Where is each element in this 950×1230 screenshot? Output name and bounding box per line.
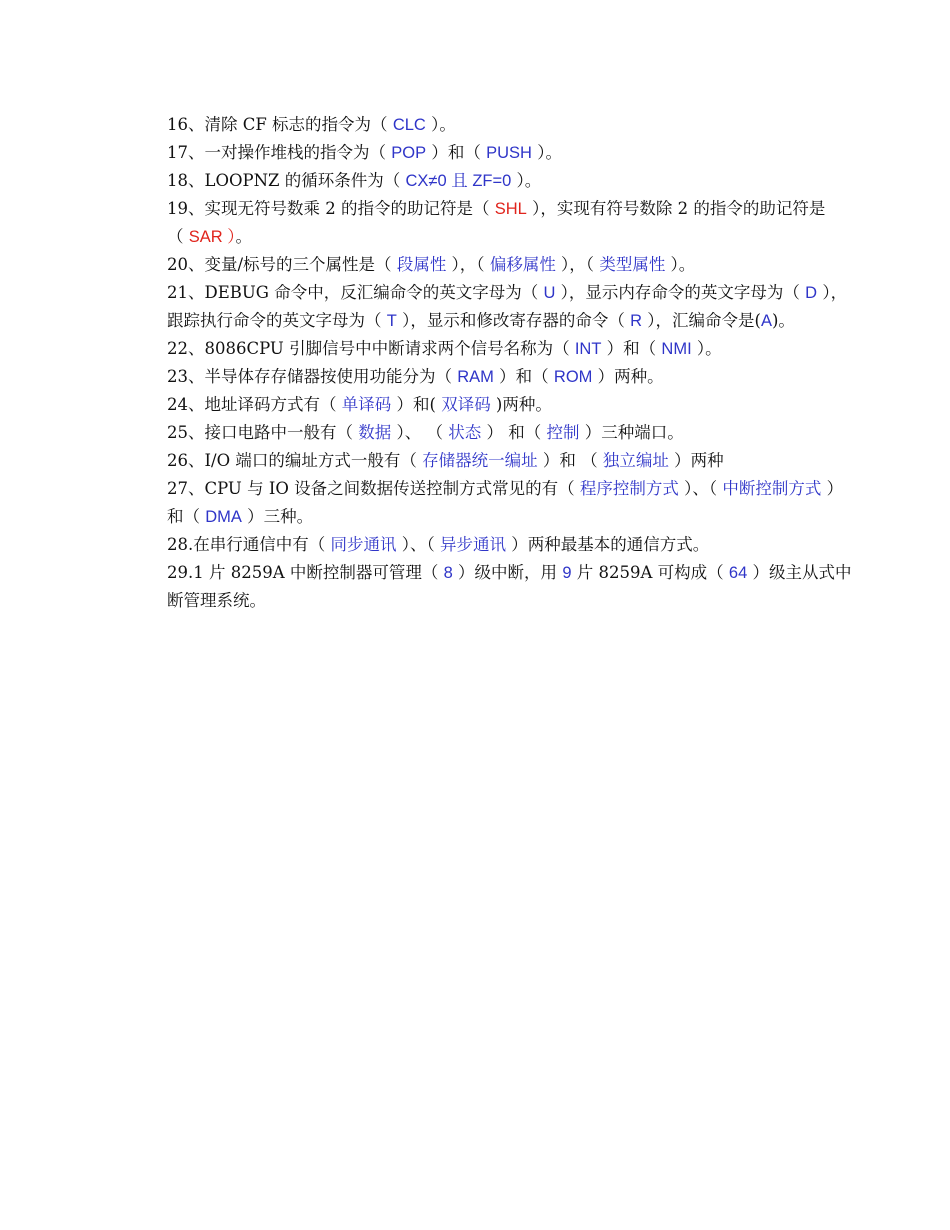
question-text: ）。	[691, 339, 722, 358]
question-text: ）。	[511, 171, 542, 190]
question-text: 18、LOOPNZ 的循环条件为（	[167, 171, 406, 190]
answer-text: 64	[728, 564, 748, 582]
question-text: 跟踪执行命令的英文字母为（	[167, 311, 387, 330]
question-text: ）、 （	[391, 423, 449, 442]
answer-text: T	[386, 312, 397, 330]
question-text: ）、（	[396, 535, 440, 554]
answer-text: 程序控制方式	[579, 480, 679, 498]
answer-text: INT	[574, 340, 602, 358]
answer-text: U	[543, 284, 556, 302]
answer-text: 类型属性	[599, 256, 666, 274]
question-text: ）和 （	[537, 451, 603, 470]
question-line	[167, 195, 917, 223]
question-text: ）。	[665, 255, 696, 274]
question-line	[167, 503, 917, 531]
answer-text: 状态	[448, 424, 482, 442]
question-line	[167, 363, 917, 391]
question-text: ）。	[531, 143, 562, 162]
question-text: ）两种最基本的通信方式。	[506, 535, 710, 554]
question-text: 。	[235, 227, 253, 246]
answer-text: 段属性	[396, 256, 447, 274]
question-line	[167, 419, 917, 447]
question-text: 26、I/O 端口的编址方式一般有（	[167, 451, 423, 470]
question-text: ）、（	[678, 479, 723, 498]
question-text: ）三种。	[241, 507, 314, 526]
question-text: )两种。	[490, 395, 552, 414]
question-text: ）和(	[391, 395, 442, 414]
question-line	[167, 335, 917, 363]
answer-text: RAM	[457, 368, 494, 386]
answer-text: SAR ）	[188, 228, 236, 246]
question-line	[167, 111, 917, 139]
question-text: 21、DEBUG 命令中，反汇编命令的英文字母为（	[167, 283, 544, 302]
question-text: 28.在串行通信中有（	[167, 535, 331, 554]
question-text: 25、接口电路中一般有（	[167, 423, 359, 442]
answer-text: NMI	[661, 340, 692, 358]
answer-text: 单译码	[341, 396, 392, 414]
answer-text: 存储器统一编址	[422, 452, 538, 470]
question-text: )。	[771, 311, 795, 330]
question-text: 24、地址译码方式有（	[167, 395, 342, 414]
answer-text: 异步通讯	[440, 536, 506, 554]
answer-text: D	[805, 284, 818, 302]
answer-text: 控制	[546, 424, 580, 442]
question-text: ）	[821, 479, 844, 498]
question-text: 17、一对操作堆栈的指令为（	[167, 143, 392, 162]
question-text: ），显示和修改寄存器的命令（	[396, 311, 631, 330]
question-text: 27、CPU 与 IO 设备之间数据传送控制方式常见的有（	[167, 479, 580, 498]
question-line	[167, 279, 917, 307]
answer-text: 同步通讯	[330, 536, 397, 554]
question-line	[167, 391, 917, 419]
question-text: 22、8086CPU 引脚信号中中断请求两个信号名称为（	[167, 339, 575, 358]
question-line	[167, 139, 917, 167]
question-text: ），汇编命令是(	[642, 311, 761, 330]
answer-text: 9	[562, 564, 572, 582]
question-text: ）级中断，用	[452, 563, 563, 582]
answer-text: 独立编址	[602, 452, 669, 470]
question-line	[167, 307, 917, 335]
question-line	[167, 251, 917, 279]
question-line	[167, 587, 917, 615]
question-text: （	[167, 227, 189, 246]
answer-text: 偏移属性	[489, 256, 556, 274]
answer-text: 数据	[358, 424, 392, 442]
question-text: 片 8259A 可构成（	[571, 563, 729, 582]
question-text: ） 和（	[481, 423, 547, 442]
question-text: 29.1 片 8259A 中断控制器可管理（	[167, 563, 444, 582]
answer-text: A	[760, 312, 772, 330]
question-text: ）两种	[668, 451, 724, 470]
question-text: ），实现有符号数除 2 的指令的助记符是	[526, 199, 826, 218]
answer-text: R	[630, 312, 643, 330]
answer-text: 8	[443, 564, 453, 582]
question-text: ）级主从式中	[747, 563, 852, 582]
question-text: 16、清除 CF 标志的指令为（	[167, 115, 393, 134]
question-text: 和（	[167, 507, 206, 526]
question-text: ），（	[446, 255, 490, 274]
question-text: ）和（	[493, 367, 554, 386]
question-text: ），显示内存命令的英文字母为（	[555, 283, 806, 302]
answer-text: DMA	[205, 508, 242, 526]
answer-text: ROM	[553, 368, 593, 386]
answer-text: POP	[391, 144, 427, 162]
question-line	[167, 531, 917, 559]
question-text: 20、变量/标号的三个属性是（	[167, 255, 397, 274]
answer-text: 中断控制方式	[722, 480, 822, 498]
question-text: 19、实现无符号数乘 2 的指令的助记符是（	[167, 199, 495, 218]
question-line	[167, 167, 917, 195]
question-text: ）两种。	[592, 367, 664, 386]
answer-text: PUSH	[486, 144, 532, 162]
question-text: ），（	[555, 255, 600, 274]
question-text: ）和（	[426, 143, 487, 162]
answer-text: 双译码	[441, 396, 491, 414]
answer-text: CLC	[392, 116, 426, 134]
question-text: 23、半导体存存储器按使用功能分为（	[167, 367, 458, 386]
question-text: 断管理系统。	[167, 591, 266, 610]
question-line	[167, 223, 917, 251]
answer-text: SHL	[494, 200, 527, 218]
question-line	[167, 447, 917, 475]
question-text: ）和（	[601, 339, 662, 358]
answer-text: CX≠0 且 ZF=0	[405, 172, 512, 190]
question-line	[167, 559, 917, 587]
question-text: ）三种端口。	[579, 423, 684, 442]
document-body	[167, 111, 917, 615]
question-text: ）。	[425, 115, 456, 134]
question-line	[167, 475, 917, 503]
question-text: ），	[817, 283, 848, 302]
